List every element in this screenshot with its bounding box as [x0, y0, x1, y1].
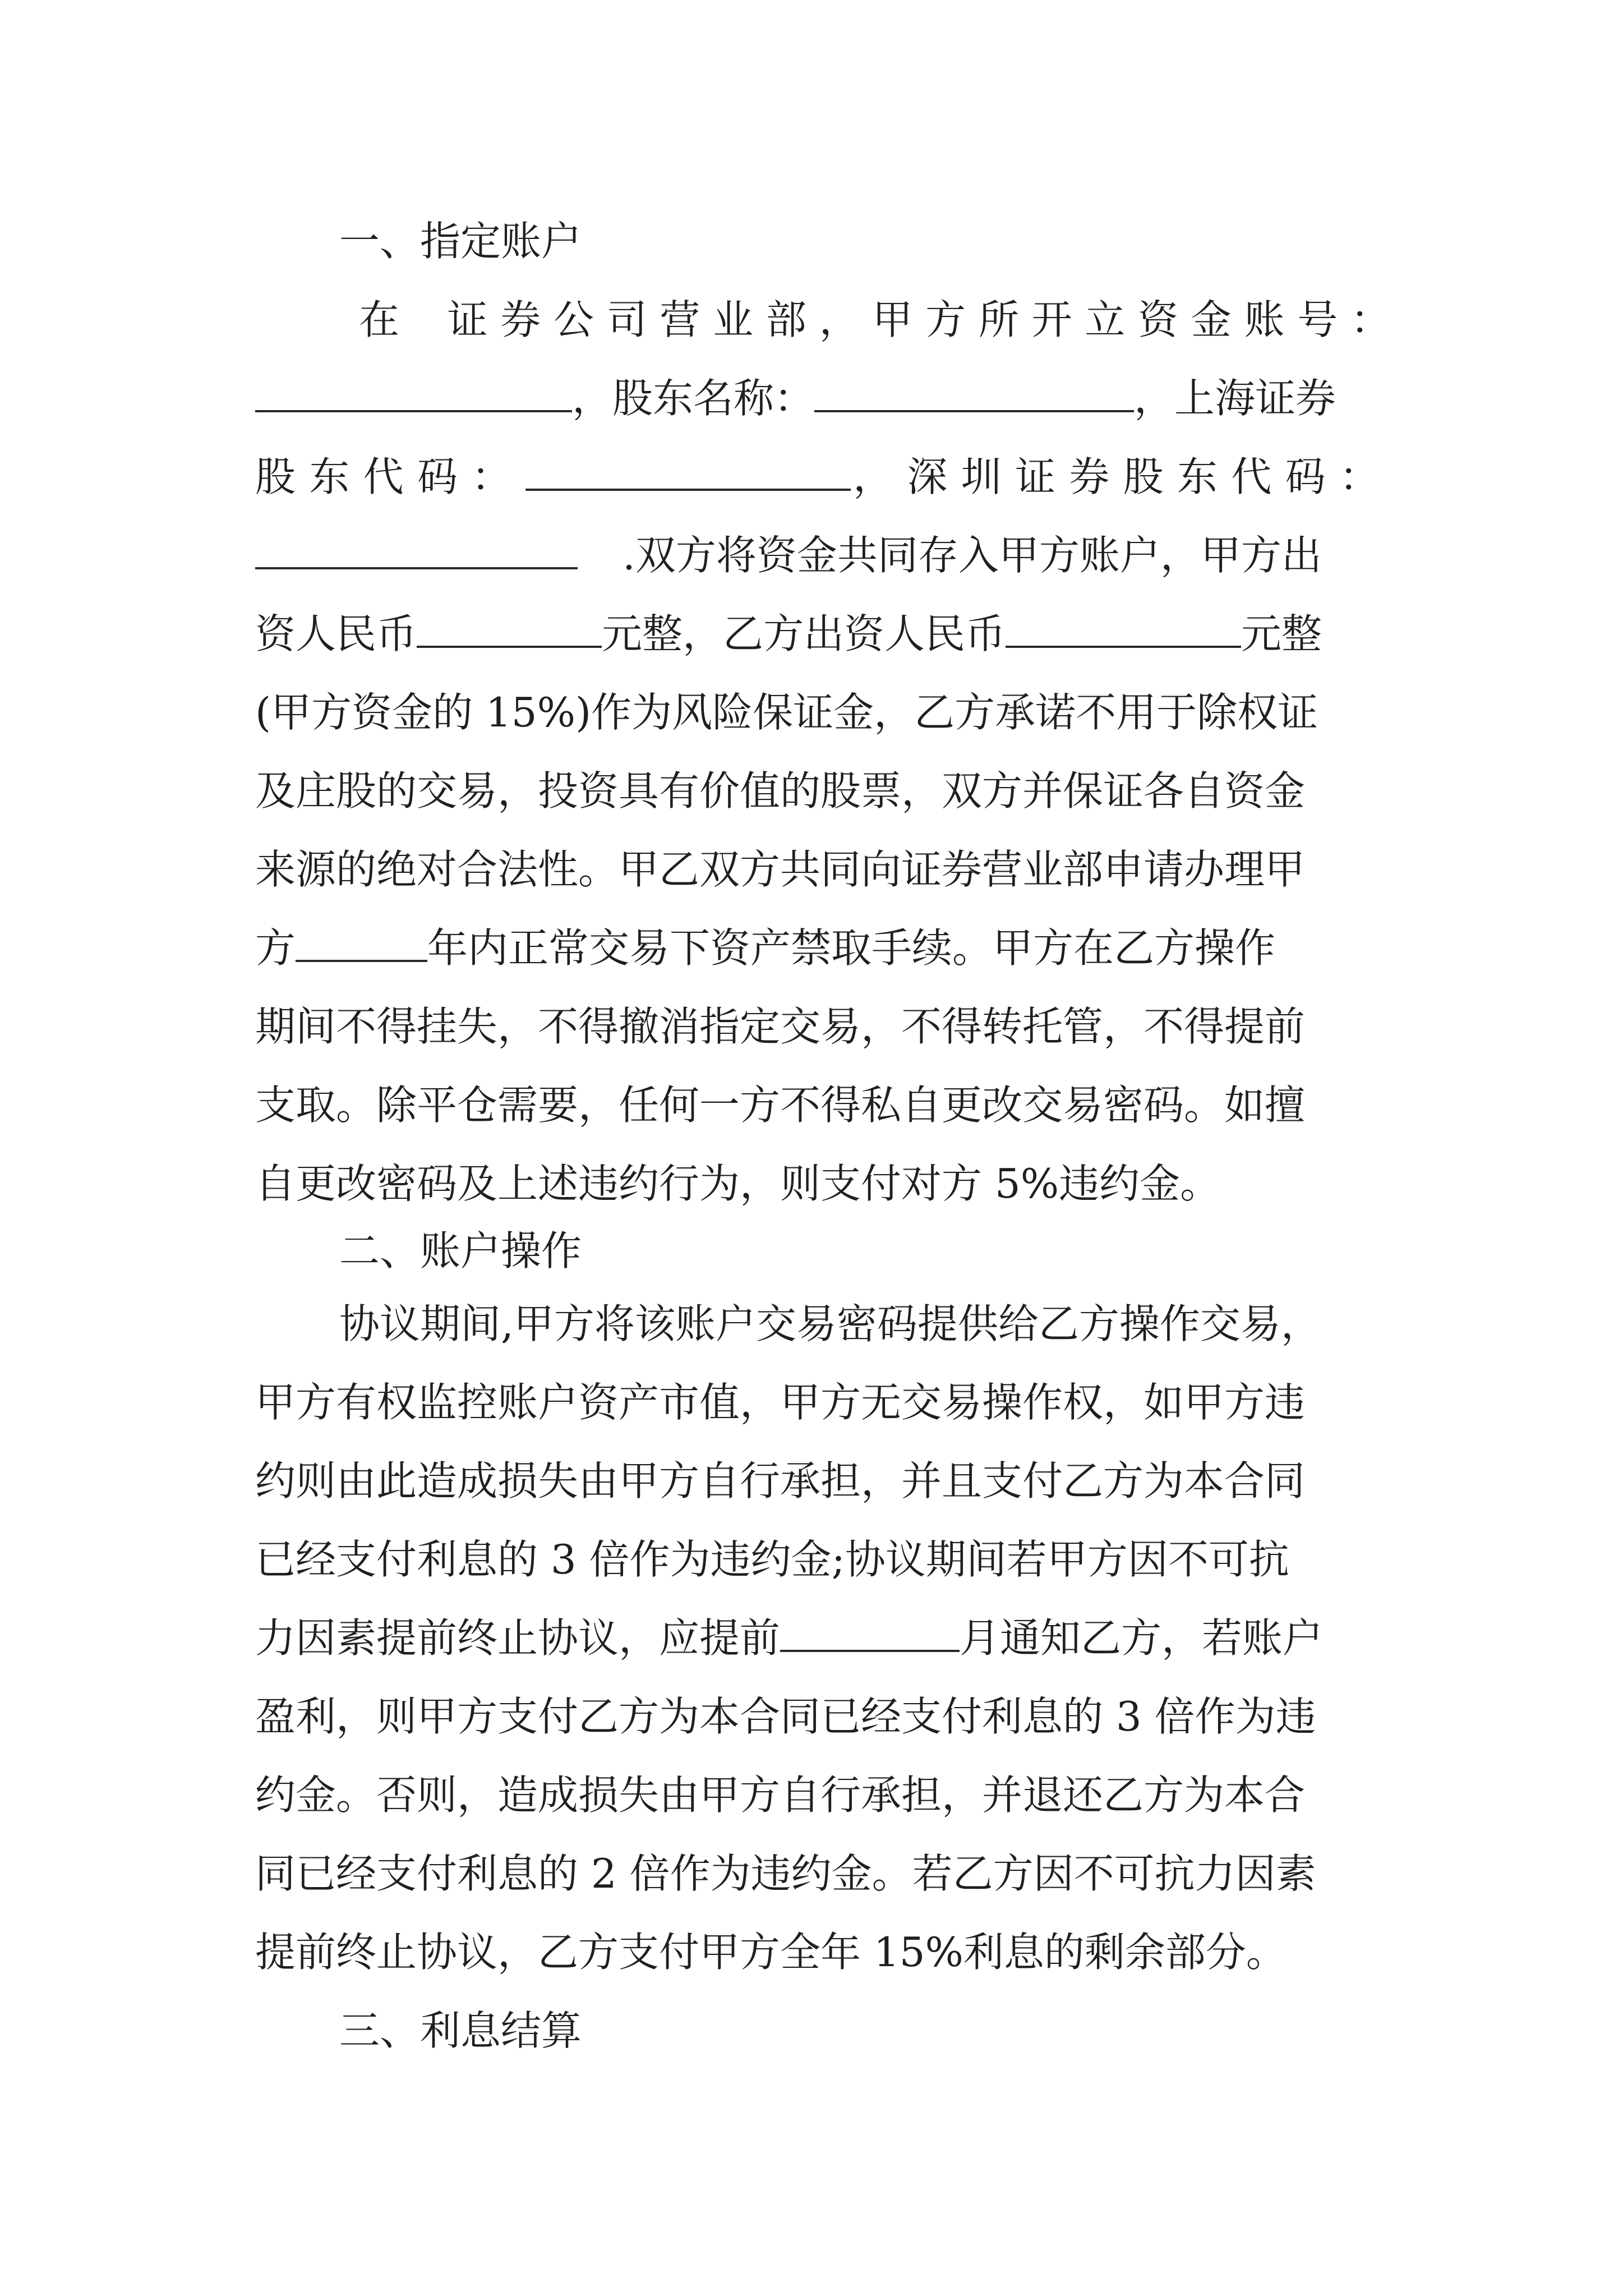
paragraph-line: 盈利，则甲方支付乙方为本合同已经支付利息的 3 倍作为违 — [255, 1693, 1316, 1740]
section-heading-account: 一、指定账户 — [339, 218, 582, 265]
fill-blank-shenzhen-code[interactable] — [255, 528, 578, 569]
paragraph-line: 约则由此造成损失由甲方自行承担，并且支付乙方为本合同 — [255, 1457, 1306, 1504]
paragraph-line: ，股东名称： ，上海证券 — [255, 365, 1391, 432]
fill-blank-party-b-amount[interactable] — [1006, 606, 1241, 648]
paragraph-line: 来源的绝对合法性。甲乙双方共同向证券营业部申请办理甲 — [255, 846, 1306, 893]
paragraph-line: 股东代码： ，深圳证券股东代码： — [255, 443, 1391, 510]
paragraph-line: 力因素提前终止协议，应提前 月通知乙方，若账户 — [255, 1604, 1391, 1672]
fill-blank-party-a-amount[interactable] — [417, 606, 602, 648]
paragraph-line: 甲方有权监控账户资产市值，甲方无交易操作权，如甲方违 — [255, 1379, 1306, 1426]
paragraph-line: 在 证券公司营业部，甲方所开立资金账号： — [359, 296, 1391, 343]
fill-blank-account-number[interactable] — [255, 371, 572, 412]
paragraph-line: 已经支付利息的 3 倍作为违约金;协议期间若甲方因不可抗 — [255, 1536, 1289, 1583]
paragraph-line: 同已经支付利息的 2 倍作为违约金。若乙方因不可抗力因素 — [255, 1850, 1316, 1897]
fill-blank-years[interactable] — [296, 921, 427, 962]
paragraph-line: 期间不得挂失，不得撤消指定交易，不得转托管，不得提前 — [255, 1003, 1306, 1050]
fill-blank-notice-months[interactable] — [780, 1611, 960, 1652]
paragraph-line: 资人民币 元整，乙方出资人民币 元整 — [255, 600, 1391, 668]
section-heading-interest: 三、利息结算 — [339, 2007, 582, 2054]
section-heading-operation: 二、账户操作 — [339, 1227, 582, 1274]
paragraph-line: 及庄股的交易，投资具有价值的股票，双方并保证各自资金 — [255, 767, 1306, 815]
paragraph-line: 约金。否则，造成损失由甲方自行承担，并退还乙方为本合 — [255, 1772, 1306, 1819]
paragraph-line: .双方将资金共同存入甲方账户，甲方出 — [255, 522, 1391, 589]
paragraph-line: (甲方资金的 15%)作为风险保证金，乙方承诺不用于除权证 — [255, 689, 1318, 736]
paragraph-line: 协议期间,甲方将该账户交易密码提供给乙方操作交易， — [339, 1300, 1321, 1347]
paragraph-line: 自更改密码及上述违约行为，则支付对方 5%违约金。 — [255, 1160, 1221, 1207]
paragraph-line: 方 年内正常交易下资产禁取手续。甲方在乙方操作 — [255, 914, 1391, 982]
paragraph-line: 支取。除平仓需要，任何一方不得私自更改交易密码。如擅 — [255, 1082, 1306, 1129]
fill-blank-shanghai-code[interactable] — [525, 449, 851, 491]
fill-blank-shareholder-name[interactable] — [814, 371, 1134, 412]
paragraph-line: 提前终止协议，乙方支付甲方全年 15%利息的剩余部分。 — [255, 1929, 1287, 1976]
